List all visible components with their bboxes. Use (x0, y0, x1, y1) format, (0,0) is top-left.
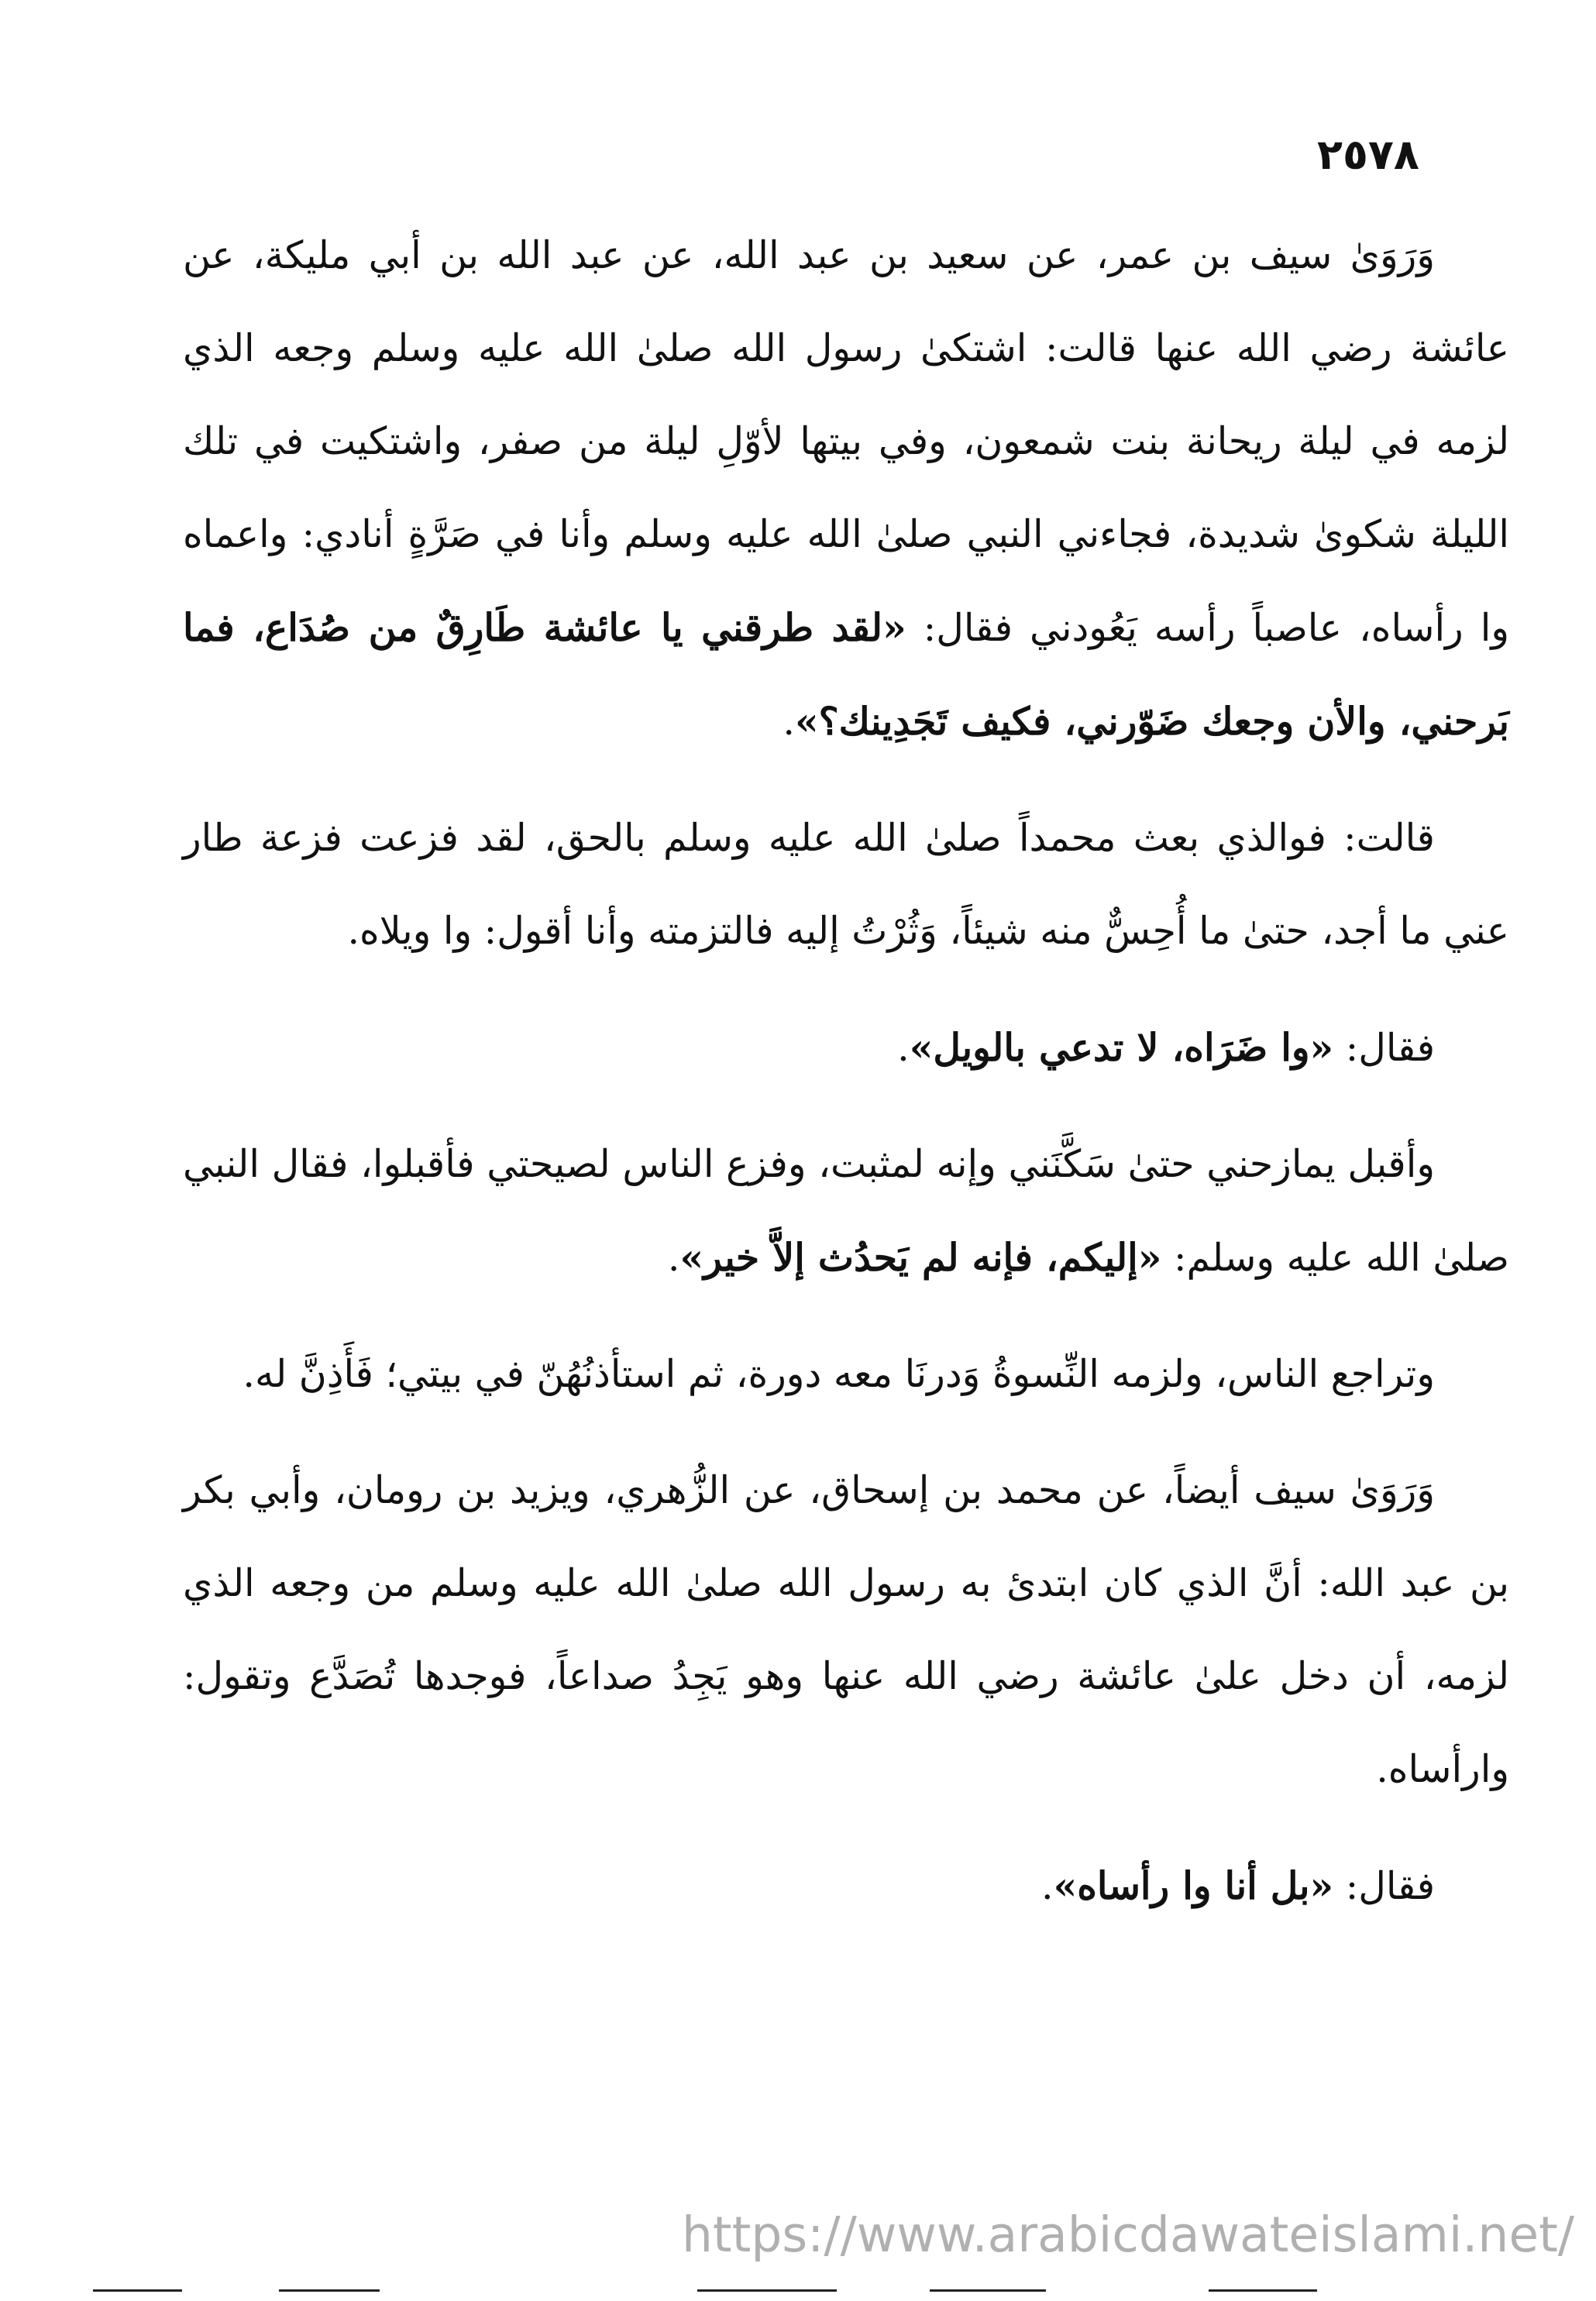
footer-rule (930, 2289, 1046, 2292)
paragraph-text: وتراجع الناس، ولزمه النِّسوةُ وَدرنَا معه دورة، ثم استأذنُهُنّ في بيتي؛ فَأَذِنَّ له. (242, 1352, 1435, 1396)
paragraph (183, 209, 1509, 769)
paragraph-text: . (667, 1236, 680, 1280)
quoted-speech: «إليكم، فإنه لم يَحدُث إلاَّ خير» (679, 1235, 1162, 1280)
paragraph-text: . (897, 1026, 910, 1070)
paragraph (183, 1118, 1509, 1305)
page-number: ٢٥٧٨ (1317, 130, 1419, 179)
paragraph-text: وأقبل يمازحني حتىٰ سَكَّنَني وإنه لمثبت، وفزع الناس لصيحتي فأقبلوا، فقال النبي صلىٰ الله عليه وسلم: (183, 1142, 1509, 1280)
footer-rule (93, 2289, 182, 2292)
paragraph-text: فقال: (1333, 1026, 1435, 1070)
quoted-speech: «وا ضَرَاه، لا تدعي بالويل» (909, 1025, 1334, 1070)
quoted-speech: «بل أنا وا رأساه» (1053, 1863, 1334, 1908)
paragraph (183, 792, 1509, 978)
paragraph-text: . (783, 700, 795, 744)
paragraph (183, 1001, 1509, 1095)
footer-rule (279, 2289, 380, 2292)
paragraph-text: قالت: فوالذي بعث محمداً صلىٰ الله عليه وسلم بالحق، لقد فزعت فزعة طار عني ما أجد، حتىٰ ما أُحِسٌّ منه شيئاً، وَثُرْتُ إليه فالتزمته وأنا أقول: وا ويلاه. (183, 816, 1509, 953)
paragraph (183, 1328, 1509, 1421)
paragraph (183, 1839, 1509, 1933)
footer-rule (697, 2289, 837, 2292)
quoted-speech: «لقد طرقني يا عائشة طَارِقٌ من صُدَاع، فما بَرحني، والأن وجعك ضَوّرني، فكيف تَجَدِينك؟» (183, 605, 1509, 744)
watermark-url: https://www.arabicdawateislami.net/ (682, 2206, 1575, 2263)
paragraph-text: وَرَوَىٰ سيف أيضاً، عن محمد بن إسحاق، عن الزُّهري، ويزيد بن رومان، وأبي بكر بن عبد الله: أنَّ الذي كان ابتدئ به رسول الله صلىٰ الله عليه وسلم من وجعه الذي لزمه، أن دخل علىٰ عائشة رضي الله عنها وهو يَجِدُ صداعاً، فوجدها تُصَدَّع وتقول: وارأساه. (183, 1468, 1509, 1791)
paragraph-text: فقال: (1333, 1864, 1435, 1908)
page-body (183, 209, 1509, 1956)
paragraph-text: . (1041, 1864, 1054, 1908)
footer-rule (1209, 2289, 1317, 2292)
paragraph (183, 1444, 1509, 1816)
paragraph-text: وَرَوَىٰ سيف بن عمر، عن سعيد بن عبد الله، عن عبد الله بن أبي مليكة، عن عائشة رضي الله عنها قالت: اشتكىٰ رسول الله صلىٰ الله عليه وسلم وجعه الذي لزمه في ليلة ريحانة بنت شمعون، وفي بيتها لأوّلِ ليلة من صفر، واشتكيت في تلك الليلة شكوىٰ شديدة، فجاءني النبي صلىٰ الله عليه وسلم وأنا في صَرَّةٍ أنادي: واعماه وا رأساه، عاصباً رأسه يَعُودني فقال: (183, 233, 1510, 650)
